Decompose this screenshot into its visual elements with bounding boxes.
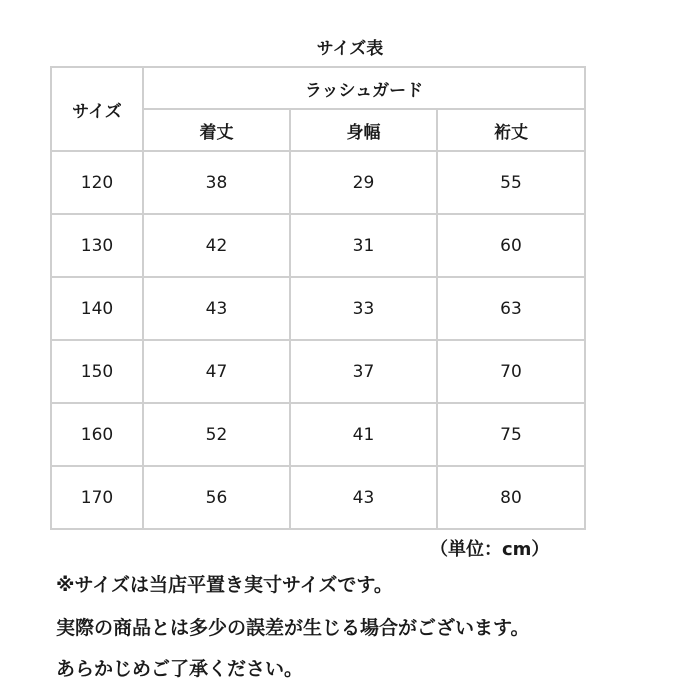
header-row-group (51, 67, 585, 109)
length-cell: 47 (143, 340, 290, 403)
sleeve-cell: 60 (437, 214, 585, 277)
size-cell: 140 (51, 277, 143, 340)
length-cell: 42 (143, 214, 290, 277)
size-cell: 160 (51, 403, 143, 466)
table-row (51, 466, 585, 529)
sleeve-cell: 70 (437, 340, 585, 403)
sleeve-cell: 75 (437, 403, 585, 466)
width-cell: 37 (290, 340, 437, 403)
table-row (51, 277, 585, 340)
sleeve-cell: 63 (437, 277, 585, 340)
size-cell: 150 (51, 340, 143, 403)
table-row (51, 403, 585, 466)
column-header-width: 身幅 (290, 109, 437, 151)
table-row (51, 214, 585, 277)
sleeve-cell: 55 (437, 151, 585, 214)
size-cell: 130 (51, 214, 143, 277)
size-cell: 120 (51, 151, 143, 214)
size-table (50, 66, 586, 530)
column-header-sleeve: 裄丈 (437, 109, 585, 151)
width-cell: 41 (290, 403, 437, 466)
table-title: サイズ表 (316, 39, 384, 59)
width-cell: 29 (290, 151, 437, 214)
size-cell: 170 (51, 466, 143, 529)
note-line-3: あらかじめご了承ください。 (56, 658, 304, 680)
note-line-1: ※サイズは当店平置き実寸サイズです。 (56, 574, 393, 596)
table-row (51, 151, 585, 214)
length-cell: 52 (143, 403, 290, 466)
width-cell: 43 (290, 466, 437, 529)
note-line-2: 実際の商品とは多少の誤差が生じる場合がございます。 (56, 617, 530, 639)
width-cell: 33 (290, 277, 437, 340)
length-cell: 43 (143, 277, 290, 340)
product-group-header: ラッシュガード (143, 67, 585, 109)
size-column-header: サイズ (51, 67, 143, 151)
length-cell: 38 (143, 151, 290, 214)
unit-label: （単位：cm） (430, 539, 550, 560)
length-cell: 56 (143, 466, 290, 529)
sleeve-cell: 80 (437, 466, 585, 529)
table-row (51, 340, 585, 403)
column-header-length: 着丈 (143, 109, 290, 151)
width-cell: 31 (290, 214, 437, 277)
